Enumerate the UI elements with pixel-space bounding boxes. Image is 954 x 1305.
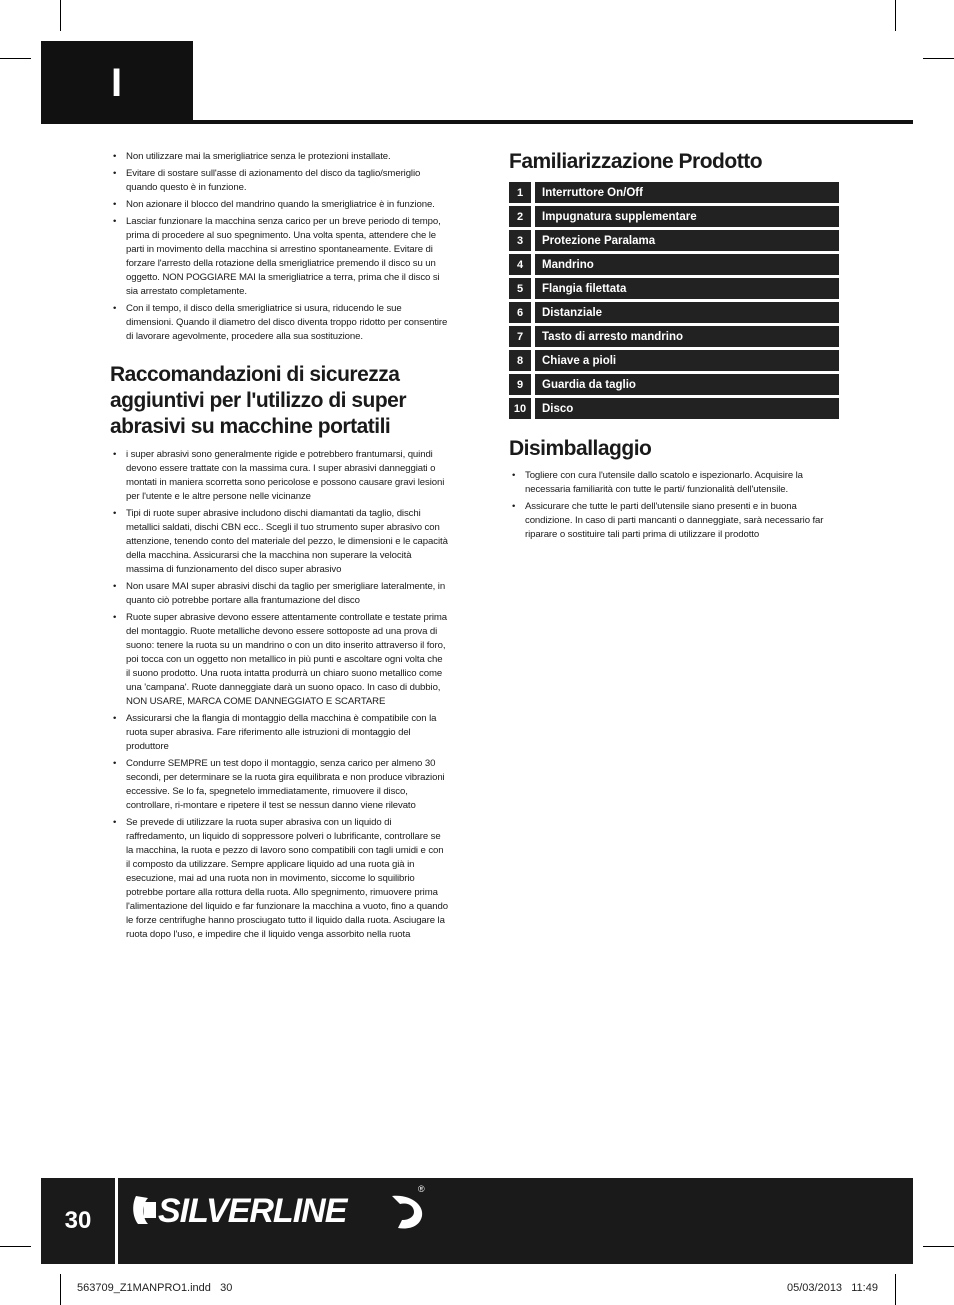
- right-column: [509, 150, 839, 545]
- safety-heading: Raccomandazioni di sicurezza aggiuntivi per l'utilizzo di super abrasivi su macchine portatili: [110, 363, 407, 438]
- page-number: 30: [64, 1207, 92, 1234]
- list-item: • Evitare di sostare sull'asse di azionamento del disco da taglio/smeriglio quando questo è in funzione.: [110, 167, 448, 195]
- part-number: 8: [509, 350, 531, 371]
- list-item: • Non usare MAI super abrasivi dischi da taglio per smerigliare lateralmente, in quanto ciò potrebbe portare alla frantumazione del disco: [110, 580, 448, 608]
- list-item: • Non azionare il blocco del mandrino quando la smerigliatrice è in funzione.: [110, 198, 448, 212]
- part-number: 5: [509, 278, 531, 299]
- part-label: Chiave a pioli: [535, 350, 839, 371]
- file-slug: 563709_Z1MANPRO1.indd 30: [77, 1282, 233, 1294]
- part-number: 4: [509, 254, 531, 275]
- part-row: [509, 278, 839, 299]
- list-item: • i super abrasivi sono generalmente rigide e potrebbero frantumarsi, quindi devono essere trattate con la massima cura. I super abrasivi danneggiati o montati in maniera scorretta sono pericolose e possono causare gravi lesioni per l'utente e le altre persone nelle vicinanze: [110, 448, 448, 504]
- part-number: 6: [509, 302, 531, 323]
- list-item: • Tipi di ruote super abrasive includono dischi diamantati da taglio, dischi metallici saldati, dischi CBN ecc.. Scegli il tuo strumento super abrasivo con attenzione, tenendo conto del materiale del pezzo, le dimensioni e le capacità della macchina. Assicurarsi che la macchina non superare la velocità massima di funzionamento del disco super abrasivo: [110, 507, 448, 577]
- list-item: • Non utilizzare mai la smerigliatrice senza le protezioni installate.: [110, 150, 448, 164]
- list-item: • Se prevede di utilizzare la ruota super abrasiva con un liquido di raffredamento, un liquido di soppressore polveri o lubrificante, controllare se la macchina, la ruota e pezzo di lavoro sono compatibili con tagli umidi e con il composto da utilizzare. Sempre applicare liquido ad una ruota già in esecuzione, mai ad una ruota non in movimento, siccome lo squilibrio potrebbe portare alla rottura della ruota. Allo spegnimento, rimuovere prima l'alimentazione del liquido e far funzionare la macchina a vuoto, fino a quando le forze centrifughe hanno prosciugato tutto il liquido dalla ruota. Asciugare la ruota dopo l'uso, e impedire che il liquido venga assorbito nella ruota: [110, 816, 448, 942]
- part-label: Interruttore On/Off: [535, 182, 839, 203]
- list-item: • Lasciar funzionare la macchina senza carico per un breve periodo di tempo, prima di procedere al suo spegnimento. Una volta spenta, attendere che le parti in movimento della macchina si arrestino spontaneamente. Evitare di forzare l'arresto della rotazione della smerigliatrice premendo il disco su un oggetto. NON POGGIARE MAI la smerigliatrice a terra, prima che il disco si sia arrestato completamente.: [110, 215, 448, 299]
- header-rule: [41, 120, 913, 124]
- part-number: 3: [509, 230, 531, 251]
- part-row: [509, 374, 839, 395]
- part-row: [509, 254, 839, 275]
- part-label: Protezione Paralama: [535, 230, 839, 251]
- part-label: Disco: [535, 398, 839, 419]
- language-tab: [41, 41, 193, 123]
- registered-mark: ®: [418, 1184, 425, 1194]
- part-number: 1: [509, 182, 531, 203]
- part-row: [509, 350, 839, 371]
- list-item: • Assicurarsi che la flangia di montaggio della macchina è compatibile con la ruota super abrasiva. Fare riferimento alle istruzioni di montaggio del produttore: [110, 712, 448, 754]
- part-row: [509, 206, 839, 227]
- part-label: Flangia filettata: [535, 278, 839, 299]
- intro-bullet-list: [110, 150, 448, 344]
- parts-list: [509, 182, 839, 419]
- date-slug: 05/03/2013 11:49: [787, 1282, 878, 1294]
- part-number: 10: [509, 398, 531, 419]
- unpacking-heading: Disimballaggio: [509, 437, 652, 460]
- product-heading: Familiarizzazione Prodotto: [509, 150, 763, 173]
- unpacking-bullet-list: [509, 469, 839, 542]
- part-label: Tasto di arresto mandrino: [535, 326, 839, 347]
- left-column: [110, 150, 448, 945]
- footer-divider: [115, 1178, 118, 1264]
- part-number: 7: [509, 326, 531, 347]
- brand-wordmark: SILVERLINE: [158, 1192, 347, 1230]
- list-item: • Ruote super abrasive devono essere attentamente controllate e testate prima del montaggio. Ruote metalliche devono essere sottoposte ad una prova di suono: tenere la ruota su un mandrino o con un dito inserito attraverso il foro, poi tocca con un oggetto non metallico in più punti e ascoltare ogni volta che il suono prodotto. Una ruota intatta produrrà un chiaro suono metallico come una 'campana'. Ruote danneggiate darà un suono opaco. In caso di dubbio, NON USARE, MARCA COME DANNEGGIATO E SCARTARE: [110, 611, 448, 709]
- list-item: • Togliere con cura l'utensile dallo scatolo e ispezionarlo. Acquisire la necessaria familiarità con tutte le parti/ funzionalità dell'utensile.: [509, 469, 839, 497]
- part-label: Guardia da taglio: [535, 374, 839, 395]
- list-item: • Con il tempo, il disco della smerigliatrice si usura, riducendo le sue dimensioni. Quando il diametro del disco diventa troppo ridotto per consentire di lavorare agevolmente, procedere alla sua sostituzione.: [110, 302, 448, 344]
- part-label: Impugnatura supplementare: [535, 206, 839, 227]
- list-item: • Condurre SEMPRE un test dopo il montaggio, senza carico per almeno 30 secondi, per determinare se la ruota gira equilibrata e non produce vibrazioni eccessive. Se lo fa, spegnetelo immediatamente, rimuovere il disco, controllare, ri-montare e ripetere il test se nessun danno viene rilevato: [110, 757, 448, 813]
- brand-logo: [130, 1186, 430, 1241]
- part-label: Distanziale: [535, 302, 839, 323]
- safety-bullet-list: [110, 448, 448, 942]
- part-row: [509, 302, 839, 323]
- part-number: 9: [509, 374, 531, 395]
- part-row: [509, 326, 839, 347]
- part-label: Mandrino: [535, 254, 839, 275]
- list-item: • Assicurare che tutte le parti dell'utensile siano presenti e in buona condizione. In caso di parti mancanti o danneggiate, sarà necessario far riparare o sostituire tali parti prima di utilizzare il prodotto: [509, 500, 839, 542]
- part-row: [509, 398, 839, 419]
- part-number: 2: [509, 206, 531, 227]
- section-letter: I: [111, 61, 123, 105]
- part-row: [509, 230, 839, 251]
- part-row: [509, 182, 839, 203]
